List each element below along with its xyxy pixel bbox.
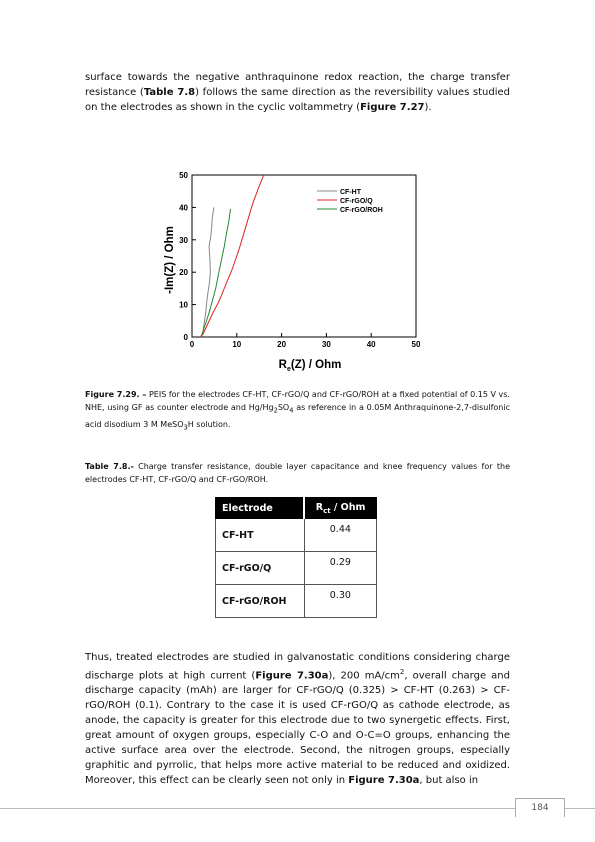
table-row <box>216 585 377 618</box>
figure-caption: Figure 7.29. – PEIS for the electrodes CF-HT, CF-rGO/Q and CF-rGO/ROH at a fixed potential of 0.15 V vs. NHE, using GF as counter electrode and $Hg/Hg_2SO_4$ as reference in a 0.05M Anthraquinone-2,7-disulfonic acid disodium 3 M MeSO$_3$H solution. <box>85 390 510 432</box>
paragraph-galvanostatic: Thus, treated electrodes are studied in galvanostatic conditions considering charge discharge plots at high current (Figure 7.30a), 200 $mA/cm^2$, overall charge and discharge capacity (mAh) are larger for CF-rGO/Q (0.325) > CF-HT (0.263) > CF-rGO/ROH (0.1). Contrary to the case it is used CF-rGO/Q as cathode electrode, as anode, the capacity is greater for this electrode due to two synergetic effects. First, great amount of oxygen groups, especially C-O and O-C=O groups, enhancing the active surface area over the electrode. Second, the nitrogen groups, especially graphitic and pyrrolic, that helps more active material to be reduced and oxidized. Moreover, this effect can be clearly seen not only in Figure 7.30a, but also in <box>85 652 510 787</box>
y-tick-label: 30 <box>179 235 188 245</box>
chart-series <box>200 175 264 337</box>
y-tick-label: 20 <box>179 268 188 278</box>
x-tick-label: 0 <box>189 340 195 349</box>
x-tick-label: 40 <box>366 340 376 349</box>
table-row <box>216 519 377 552</box>
cell-rct: 0.29 <box>304 552 376 585</box>
x-axis-label-main: R <box>278 359 287 371</box>
y-tick-label: 10 <box>179 300 188 310</box>
x-axis-label-subscript: e <box>286 366 291 373</box>
header-electrode: Electrode <box>216 498 305 519</box>
y-tick-label: 40 <box>179 203 188 213</box>
y-tick-label: 0 <box>183 333 188 342</box>
chart-legend <box>317 189 383 214</box>
plot-frame <box>192 175 416 337</box>
x-tick-label: 20 <box>277 340 287 349</box>
table-row <box>216 552 377 585</box>
header-rct: $R_{ct}$ / Ohm <box>304 498 376 519</box>
cell-rct: 0.44 <box>304 519 376 552</box>
chart-axes <box>192 175 416 337</box>
x-tick-label: 10 <box>232 340 242 349</box>
footer-divider <box>0 808 595 809</box>
y-tick-label: 50 <box>179 171 188 180</box>
nyquist-chart <box>160 165 435 380</box>
legend-label: CF-rGO/Q <box>340 198 373 205</box>
table-header-row <box>216 498 377 519</box>
page-number: 184 <box>515 798 565 817</box>
legend-label: CF-HT <box>340 189 361 196</box>
cell-electrode: CF-rGO/Q <box>216 552 305 585</box>
y-axis-label: -Im(Z) / Ohm <box>164 226 176 294</box>
x-tick-label: 30 <box>321 340 331 349</box>
x-axis-label-rest: (Z) / Ohm <box>290 359 342 371</box>
table-caption: Table 7.8.- Charge transfer resistance, double layer capacitance and knee frequency values for the electrodes CF-HT, CF-rGO/Q and CF-rGO/ROH. <box>85 462 510 484</box>
paragraph-intro: surface towards the negative anthraquinone redox reaction, the charge transfer resistance (Table 7.8) follows the same direction as the reversibility values studied on the electrodes as shown in the cyclic voltammetry (Figure 7.27). <box>85 72 511 113</box>
charge-transfer-table <box>215 497 377 618</box>
x-tick-label: 50 <box>411 340 421 349</box>
cell-electrode: CF-rGO/ROH <box>216 585 305 618</box>
cell-electrode: CF-HT <box>216 519 305 552</box>
x-axis-label <box>279 359 342 373</box>
legend-label: CF-rGO/ROH <box>340 207 383 214</box>
nyquist-plot-figure <box>160 165 435 384</box>
cell-rct: 0.30 <box>304 585 376 618</box>
chart-ticks <box>179 171 421 349</box>
